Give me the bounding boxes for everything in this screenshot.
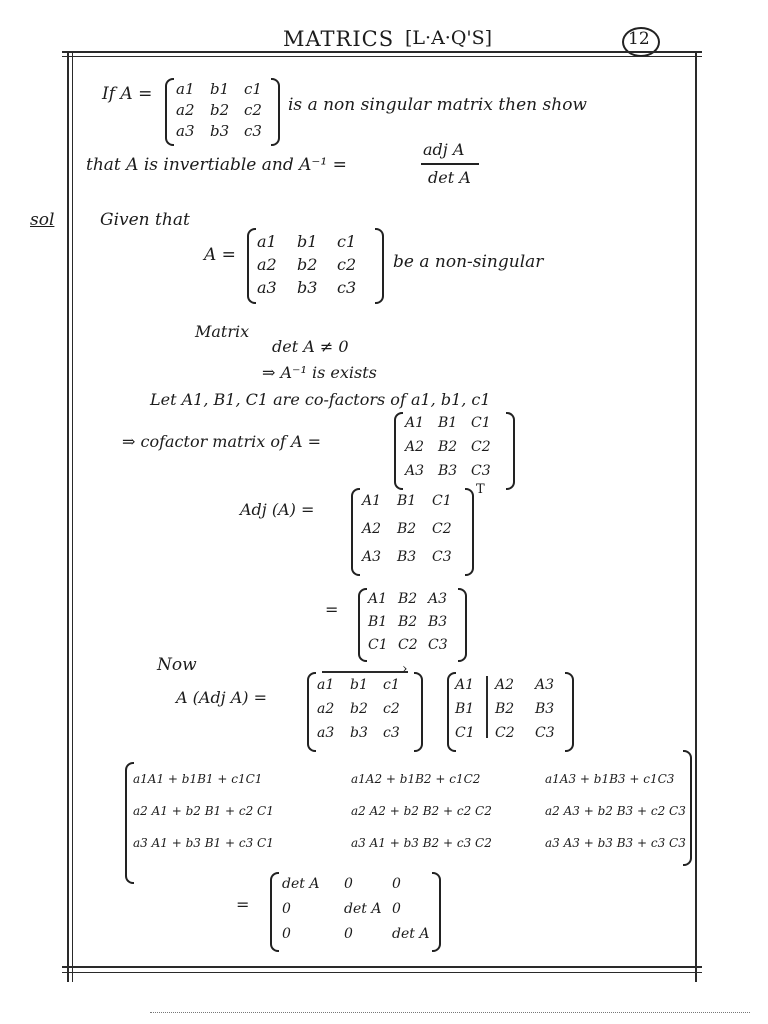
matrix-cell: C2 bbox=[495, 725, 515, 741]
matrix-cell: c3 bbox=[244, 122, 262, 140]
matrix-cell: b1 bbox=[350, 677, 368, 693]
header-title: MATRICS bbox=[283, 27, 395, 51]
matrix-cell: B1 bbox=[455, 701, 475, 717]
page-number: 12 bbox=[628, 29, 650, 49]
matrix-cell: b3 bbox=[350, 725, 368, 741]
adj-lhs: Adj (A) = bbox=[240, 500, 315, 519]
problem-line2: that A is invertiable and A⁻¹ = bbox=[86, 155, 347, 175]
now-label: Now bbox=[157, 655, 197, 675]
matrix-cell: a3 A1 + b3 B1 + c3 C1 bbox=[133, 836, 274, 850]
matrix-cell: C3 bbox=[432, 549, 452, 565]
matrix-cell: B2 bbox=[397, 521, 417, 537]
matrix-a-left-bracket bbox=[165, 78, 174, 146]
top-rule-2 bbox=[62, 56, 702, 57]
final-right-bracket bbox=[432, 872, 441, 952]
matrix-cell: B3 bbox=[397, 549, 417, 565]
final-left-bracket bbox=[270, 872, 279, 952]
column-arrow-line bbox=[486, 676, 488, 738]
adj-t-right-bracket bbox=[458, 588, 467, 662]
matrix-cell: b3 bbox=[210, 122, 230, 140]
matrix-cell: B2 bbox=[398, 614, 418, 630]
matrix-cell: A3 bbox=[405, 463, 425, 479]
matrix-cell: a3 bbox=[257, 278, 277, 297]
matrix-cell: A1 bbox=[368, 591, 388, 607]
matrix-cell: c2 bbox=[383, 701, 400, 717]
matrix-cell: C3 bbox=[471, 463, 491, 479]
adj-right-bracket bbox=[465, 488, 474, 576]
matrix-cell: a2 A3 + b2 B3 + c2 C3 bbox=[545, 804, 686, 818]
matrix-cell: c2 bbox=[244, 101, 262, 119]
matrix-cell: a3 A1 + b3 B2 + c3 C2 bbox=[351, 836, 492, 850]
matrix-cell: det A bbox=[282, 876, 320, 892]
matrix-cell: C3 bbox=[535, 725, 555, 741]
matrix-cell: B1 bbox=[368, 614, 388, 630]
top-rule bbox=[62, 51, 702, 53]
matrix-cell: B2 bbox=[495, 701, 515, 717]
matrix-cell: B2 bbox=[438, 439, 458, 455]
fraction-denominator: det A bbox=[428, 168, 471, 187]
product-left-left-bracket bbox=[307, 672, 316, 752]
left-margin-rule bbox=[67, 52, 69, 982]
matrix-cell: B1 bbox=[438, 415, 458, 431]
matrix-cell: a3 A3 + b3 B3 + c3 C3 bbox=[545, 836, 686, 850]
matrix-cell: C2 bbox=[471, 439, 491, 455]
matrix-cell: a2 A1 + b2 B1 + c2 C1 bbox=[133, 804, 274, 818]
matrix-word: Matrix bbox=[195, 322, 250, 341]
matrix-cell: a3 bbox=[317, 725, 335, 741]
matrix-cell: a1A3 + b1B3 + c1C3 bbox=[545, 772, 675, 786]
matrix-cell: A2 bbox=[495, 677, 515, 693]
matrix-cell: a1 bbox=[257, 232, 277, 251]
matrix-cell: a1 bbox=[176, 80, 195, 98]
fraction-numerator: adj A bbox=[423, 140, 465, 159]
matrix-cell: B3 bbox=[428, 614, 448, 630]
row-arrow-line bbox=[322, 671, 408, 673]
matrix-cell: b2 bbox=[350, 701, 368, 717]
given-matrix-left-bracket bbox=[247, 228, 256, 304]
matrix-cell: a1A2 + b1B2 + c1C2 bbox=[351, 772, 481, 786]
matrix-cell: 0 bbox=[282, 926, 291, 942]
left-margin-rule-2 bbox=[72, 52, 73, 982]
matrix-cell: b2 bbox=[210, 101, 230, 119]
matrix-cell: C1 bbox=[471, 415, 491, 431]
cofactor-right-bracket bbox=[506, 412, 515, 490]
matrix-cell: A2 bbox=[362, 521, 382, 537]
matrix-cell: det A bbox=[344, 901, 382, 917]
matrix-cell: a2 bbox=[317, 701, 335, 717]
matrix-cell: C2 bbox=[398, 637, 418, 653]
product-lhs: A (Adj A) = bbox=[176, 688, 268, 707]
matrix-cell: c3 bbox=[337, 278, 357, 297]
matrix-cell: A3 bbox=[535, 677, 555, 693]
matrix-cell: c1 bbox=[383, 677, 400, 693]
det-line: det A ≠ 0 bbox=[272, 337, 349, 356]
given-lhs: A = bbox=[204, 245, 236, 265]
given-suffix: be a non-singular bbox=[393, 252, 544, 272]
matrix-cell: 0 bbox=[392, 901, 401, 917]
matrix-cell: b1 bbox=[297, 232, 318, 251]
matrix-cell: a1 bbox=[317, 677, 335, 693]
adj-left-bracket bbox=[351, 488, 360, 576]
problem-prefix: If A = bbox=[102, 84, 153, 104]
matrix-cell: c3 bbox=[383, 725, 400, 741]
matrix-cell: b1 bbox=[210, 80, 230, 98]
matrix-cell: C3 bbox=[428, 637, 448, 653]
cofactor-left-bracket bbox=[394, 412, 403, 490]
matrix-cell: B2 bbox=[398, 591, 418, 607]
matrix-cell: C1 bbox=[432, 493, 452, 509]
adj-transposed-eq: = bbox=[325, 600, 339, 619]
matrix-cell: A1 bbox=[455, 677, 475, 693]
matrix-cell: 0 bbox=[392, 876, 401, 892]
matrix-cell: 0 bbox=[344, 926, 353, 942]
matrix-cell: c2 bbox=[337, 255, 357, 274]
right-margin-rule bbox=[695, 52, 697, 982]
matrix-cell: B1 bbox=[397, 493, 417, 509]
matrix-cell: c1 bbox=[244, 80, 262, 98]
matrix-cell: c1 bbox=[337, 232, 357, 251]
row-arrow-head: › bbox=[402, 661, 408, 677]
matrix-cell: det A bbox=[392, 926, 430, 942]
bottom-dotted-line bbox=[150, 1012, 750, 1013]
transpose-mark: T bbox=[476, 482, 485, 497]
given-matrix-right-bracket bbox=[375, 228, 384, 304]
let-line: Let A1, B1, C1 are co-factors of a1, b1, c1 bbox=[150, 390, 491, 409]
header-tag: [L·A·Q'S] bbox=[405, 27, 493, 49]
matrix-cell: a2 bbox=[176, 101, 195, 119]
exists-line: ⇒ A⁻¹ is exists bbox=[262, 363, 377, 382]
matrix-cell: A1 bbox=[362, 493, 382, 509]
fraction-bar bbox=[421, 163, 479, 165]
matrix-cell: a2 bbox=[257, 255, 277, 274]
matrix-cell: C2 bbox=[432, 521, 452, 537]
matrix-cell: b3 bbox=[297, 278, 318, 297]
matrix-cell: A3 bbox=[362, 549, 382, 565]
matrix-cell: C1 bbox=[455, 725, 475, 741]
matrix-cell: a1A1 + b1B1 + c1C1 bbox=[133, 772, 263, 786]
matrix-cell: 0 bbox=[344, 876, 353, 892]
bottom-rule bbox=[62, 966, 702, 968]
matrix-cell: A2 bbox=[405, 439, 425, 455]
adj-t-left-bracket bbox=[358, 588, 367, 662]
matrix-cell: 0 bbox=[282, 901, 291, 917]
given-label: Given that bbox=[100, 210, 190, 230]
matrix-a-right-bracket bbox=[271, 78, 280, 146]
product-right-right-bracket bbox=[565, 672, 574, 752]
matrix-cell: A1 bbox=[405, 415, 425, 431]
matrix-cell: B3 bbox=[535, 701, 555, 717]
matrix-cell: C1 bbox=[368, 637, 388, 653]
matrix-cell: b2 bbox=[297, 255, 318, 274]
matrix-cell: a2 A2 + b2 B2 + c2 C2 bbox=[351, 804, 492, 818]
problem-suffix: is a non singular matrix then show bbox=[288, 95, 587, 115]
product-left-right-bracket bbox=[414, 672, 423, 752]
bottom-rule-2 bbox=[62, 972, 702, 973]
sol-label: sol bbox=[30, 210, 55, 230]
matrix-cell: A3 bbox=[428, 591, 448, 607]
cofactor-prefix: ⇒ cofactor matrix of A = bbox=[122, 432, 322, 451]
matrix-cell: a3 bbox=[176, 122, 195, 140]
final-eq: = bbox=[236, 895, 250, 914]
matrix-cell: B3 bbox=[438, 463, 458, 479]
